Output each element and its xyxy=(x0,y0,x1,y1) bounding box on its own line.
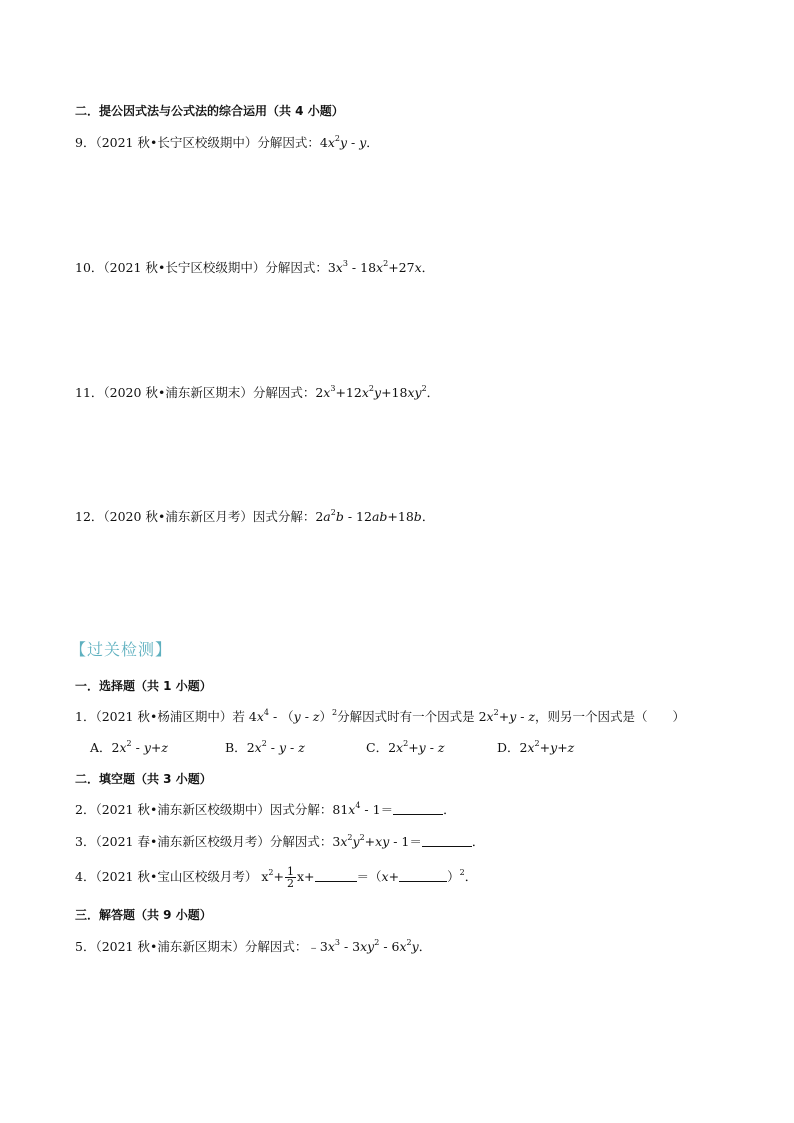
math-expression: $4x^4 - (y - z)^2$ xyxy=(244,708,338,724)
option-label: C． xyxy=(366,740,389,755)
question-number: 2． xyxy=(75,802,96,817)
question-number: 11． xyxy=(75,385,104,400)
math-expression: $3x^2y^2+xy - 1=$ xyxy=(332,833,422,849)
question-source: （2021 秋•杨浦区期中） xyxy=(95,709,233,724)
option-c[interactable] xyxy=(366,739,445,757)
question-5 xyxy=(75,938,431,956)
math-expression: $3x^3 - 18x^2+27x$． xyxy=(327,259,435,275)
question-9 xyxy=(75,134,379,152)
answer-blank[interactable] xyxy=(315,869,357,882)
question-4: 4．（2021 秋•宝山区校级月考） $x^2+$ $\frac{1}{2}$ $x+ =(x+ )^2$． xyxy=(75,865,478,890)
option-a[interactable] xyxy=(90,739,168,757)
math-expression: $2x^3+12x^2y+18xy^2$． xyxy=(315,384,440,400)
option-label: A． xyxy=(90,740,112,755)
question-source: （2021 秋•长宁区校级期中） xyxy=(95,135,258,150)
answer-blank[interactable] xyxy=(422,834,472,847)
question-stem: 因式分解： xyxy=(269,802,333,817)
question-stem: 分解因式： xyxy=(252,385,316,400)
question-stem: 分解因式时有一个因式是 xyxy=(337,709,475,724)
option-expression: $2x^2+y - z$ xyxy=(388,739,445,755)
question-10 xyxy=(75,259,434,277)
question-number: 10． xyxy=(75,260,104,275)
question-stem: ，则另一个因式是（ ） xyxy=(535,709,686,724)
option-expression: $2x^2+y+z$ xyxy=(519,739,575,755)
section-heading-fill-blank: 二．填空题（共 3 小题） xyxy=(75,772,212,786)
question-number: 1． xyxy=(75,709,96,724)
question-source: （2020 秋•浦东新区期末） xyxy=(103,385,253,400)
math-expression: $4x^2y$ - y． xyxy=(319,134,379,150)
question-stem: 若 xyxy=(232,709,245,724)
answer-blank[interactable] xyxy=(393,802,443,815)
question-stem: 分解因式： xyxy=(257,135,320,150)
question-source: （2021 春•浦东新区校级月考） xyxy=(95,834,270,849)
banner-checkpoint: 【过关检测】 xyxy=(70,640,173,659)
math-expression: $x^2+$ xyxy=(257,868,284,884)
option-label: D． xyxy=(497,740,520,755)
fraction-one-half: $\frac{1}{2}$ xyxy=(286,865,294,890)
question-source: （2021 秋•浦东新区校级期中） xyxy=(95,802,270,817)
math-expression: $2x^2+y - z$ xyxy=(474,708,536,724)
question-12 xyxy=(75,508,434,526)
question-source: （2021 秋•浦东新区期末） xyxy=(95,939,245,954)
question-number: 9． xyxy=(75,135,96,150)
question-number: 12． xyxy=(75,509,104,524)
question-stem: 因式分解： xyxy=(252,509,316,524)
section-heading-choice: 一．选择题（共 1 小题） xyxy=(75,679,212,693)
question-number: 4． xyxy=(75,869,96,884)
section-heading-solution: 三．解答题（共 9 小题） xyxy=(75,908,212,922)
question-11 xyxy=(75,384,439,402)
answer-blank[interactable] xyxy=(399,869,447,882)
question-3: 3．（2021 春•浦东新区校级月考）分解因式：$3x^2y^2+xy - 1=$ ． xyxy=(75,833,485,849)
option-expression: $2x^2 - y+z$ xyxy=(111,739,168,755)
question-source: （2021 秋•宝山区校级月考） xyxy=(95,869,258,884)
question-source: （2020 秋•浦东新区月考） xyxy=(103,509,253,524)
question-stem: 分解因式： xyxy=(265,260,328,275)
option-expression: $2x^2$ - y - z xyxy=(246,739,305,755)
section-heading-factoring: 二．提公因式法与公式法的综合运用（共 4 小题） xyxy=(75,104,344,118)
math-expression: $2a^2b - 12ab+18b$． xyxy=(315,508,435,524)
option-b[interactable] xyxy=(225,739,305,757)
math-expression: $81x^4 - 1=$ xyxy=(332,801,394,817)
question-source: （2021 秋•长宁区校级期中） xyxy=(103,260,266,275)
math-expression: $﹣3x^3 - 3xy^2 - 6x^2y$． xyxy=(307,938,432,954)
question-2: 2．（2021 秋•浦东新区校级期中）因式分解：$81x^4 - 1=$ ． xyxy=(75,801,456,817)
question-1 xyxy=(75,708,685,726)
question-stem: 分解因式： xyxy=(244,939,308,954)
option-label: B． xyxy=(225,740,247,755)
question-number: 5． xyxy=(75,939,96,954)
question-stem: 分解因式： xyxy=(269,834,333,849)
question-number: 3． xyxy=(75,834,96,849)
option-d[interactable] xyxy=(497,739,574,757)
